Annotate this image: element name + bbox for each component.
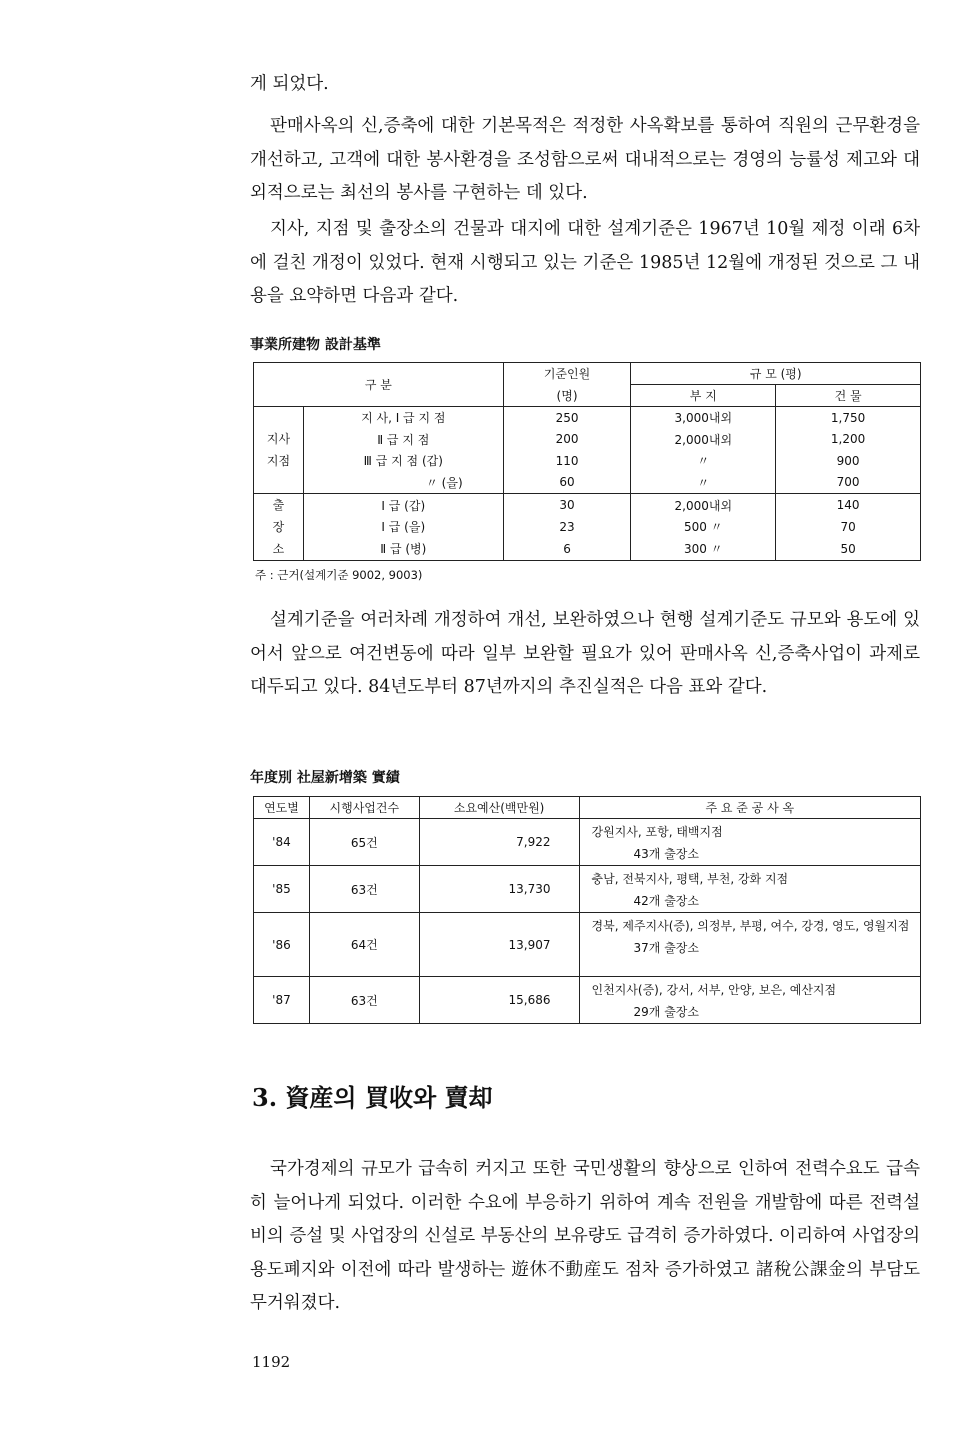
row-sites <box>579 866 920 913</box>
header-sites: 주 요 준 공 사 옥 <box>579 797 920 819</box>
paragraph-asset-growth: 국가경제의 규모가 급속히 커지고 또한 국민생활의 향상으로 인하여 전력수요도 급속히 늘어나게 되었다. 이러한 수요에 부응하기 위하여 계속 전원을 개발함에 따른 전력설비의 증설 및 사업장의 신설로 부동산의 보유량도 급격히 증가하였다. 이리하여 사업장의 용도폐지와 이전에 따라 발생하는 遊休不動産도 점차 증가하였고 諸稅公課金의 부담도 무거워졌다. <box>250 1159 920 1313</box>
group-office-line1: 출 <box>272 498 285 512</box>
row-type: 〃 (을) <box>303 472 503 494</box>
sites-list: 강원지사, 포항, 태백지점 <box>591 825 723 839</box>
row-year: '84 <box>254 819 310 866</box>
row-type: Ⅰ 급 (을) <box>303 516 503 538</box>
row-type: 지 사, Ⅰ 급 지 점 <box>303 407 503 429</box>
paragraph-continuation: 게 되었다. <box>250 74 329 94</box>
row-sites <box>579 913 920 977</box>
sites-list: 경북, 제주지사(증), 의정부, 부평, 여수, 강경, 영도, 영월지점 <box>591 919 910 933</box>
row-budget: 15,686 <box>419 977 579 1024</box>
row-year: '85 <box>254 866 310 913</box>
table2-caption: 年度別 社屋新增築 實績 <box>250 770 400 786</box>
table-row <box>254 494 921 517</box>
group-office-line2: 장 <box>272 520 285 534</box>
group-branch-line1: 지사 <box>266 432 291 446</box>
header-budget: 소요예산(백만원) <box>419 797 579 819</box>
row-budget: 7,922 <box>419 819 579 866</box>
header-staff-line2: (명) <box>503 385 631 407</box>
row-land: 2,000내외 <box>631 494 776 517</box>
header-category: 구 분 <box>254 363 504 407</box>
header-year: 연도별 <box>254 797 310 819</box>
row-count: 64건 <box>309 913 419 977</box>
row-staff: 200 <box>503 429 631 451</box>
row-staff: 60 <box>503 472 631 494</box>
row-count: 63건 <box>309 866 419 913</box>
table1-caption: 事業所建物 設計基準 <box>250 337 381 353</box>
offices-count: 37개 출장소 <box>633 941 699 955</box>
table-row <box>254 472 921 494</box>
row-staff: 23 <box>503 516 631 538</box>
row-building: 700 <box>836 475 860 490</box>
row-land: 500 〃 <box>631 516 776 538</box>
header-scale: 규 모 (평) <box>631 363 921 385</box>
group-branch <box>254 407 304 494</box>
header-building: 건 물 <box>776 385 921 407</box>
row-building: 140 <box>776 494 921 517</box>
row-sites <box>579 819 920 866</box>
group-office <box>254 494 304 561</box>
row-count: 65건 <box>309 819 419 866</box>
row-building: 900 <box>836 453 860 468</box>
row-type: Ⅱ 급 (병) <box>303 538 503 561</box>
sites-list: 충남, 전북지사, 평택, 부천, 강화 지점 <box>591 872 789 886</box>
offices-count: 29개 출장소 <box>633 1005 699 1019</box>
table-row <box>254 913 921 977</box>
row-staff: 30 <box>503 494 631 517</box>
row-building: 70 <box>840 519 856 534</box>
page-number: 1192 <box>252 1353 291 1371</box>
row-land: 〃 <box>631 472 776 494</box>
sites-list: 인천지사(증), 강서, 서부, 안양, 보은, 예산지점 <box>591 983 837 997</box>
row-type: Ⅱ 급 지 점 <box>303 429 503 451</box>
row-building: 50 <box>840 541 856 556</box>
offices-count: 42개 출장소 <box>633 894 699 908</box>
table-row <box>254 407 921 429</box>
table-row <box>254 429 921 451</box>
table-row <box>254 866 921 913</box>
paragraph-design-standard-history: 지사, 지점 및 출장소의 건물과 대지에 대한 설계기준은 1967년 10월 제정 이래 6차에 걸친 개정이 있었다. 현재 시행되고 있는 기준은 1985년 12월에 개정된 것으로 그 내용을 요약하면 다음과 같다. <box>250 219 920 306</box>
row-land: 〃 <box>631 450 776 472</box>
row-building: 1,200 <box>830 432 866 447</box>
paragraph-revision-needs: 설계기준을 여러차례 개정하여 개선, 보완하였으나 현행 설계기준도 규모와 용도에 있어서 앞으로 여건변동에 따라 일부 보완할 필요가 있어 판매사옥 신,증축사업이 과제로 대두되고 있다. 84년도부터 87년까지의 추진실적은 다음 표와 같다. <box>250 610 920 697</box>
row-year: '86 <box>254 913 310 977</box>
table-row <box>254 819 921 866</box>
design-standard-table <box>253 362 921 561</box>
row-land: 2,000내외 <box>631 429 776 451</box>
row-type: Ⅲ 급 지 점 (갑) <box>303 450 503 472</box>
header-land: 부 지 <box>631 385 776 407</box>
row-land: 3,000내외 <box>631 407 776 429</box>
row-land: 300 〃 <box>631 538 776 561</box>
table-row <box>254 538 921 561</box>
row-year: '87 <box>254 977 310 1024</box>
row-budget: 13,730 <box>419 866 579 913</box>
header-count: 시행사업건수 <box>309 797 419 819</box>
paragraph-sales-building-purpose: 판매사옥의 신,증축에 대한 기본목적은 적정한 사옥확보를 통하여 직원의 근무환경을 개선하고, 고객에 대한 봉사환경을 조성함으로써 대내적으로는 경영의 능률성 제고와 대외적으로는 최선의 봉사를 구현하는 데 있다. <box>250 116 920 203</box>
table1-note: 주 : 근거(설계기준 9002, 9003) <box>255 568 423 582</box>
row-staff: 250 <box>503 407 631 429</box>
row-count: 63건 <box>309 977 419 1024</box>
annual-construction-table <box>253 796 921 1024</box>
table-row <box>254 516 921 538</box>
row-staff: 110 <box>503 450 631 472</box>
group-office-line3: 소 <box>272 542 285 556</box>
row-sites <box>579 977 920 1024</box>
table-row <box>254 450 921 472</box>
offices-count: 43개 출장소 <box>633 847 699 861</box>
section-title: 3. 資産의 買收와 賣却 <box>252 1083 493 1112</box>
row-type: Ⅰ 급 (갑) <box>303 494 503 517</box>
row-staff: 6 <box>503 538 631 561</box>
header-staff-line1: 기준인원 <box>503 363 631 385</box>
row-budget: 13,907 <box>419 913 579 977</box>
row-building: 1,750 <box>830 410 866 425</box>
table-row <box>254 977 921 1024</box>
group-branch-line2: 지점 <box>266 454 291 468</box>
